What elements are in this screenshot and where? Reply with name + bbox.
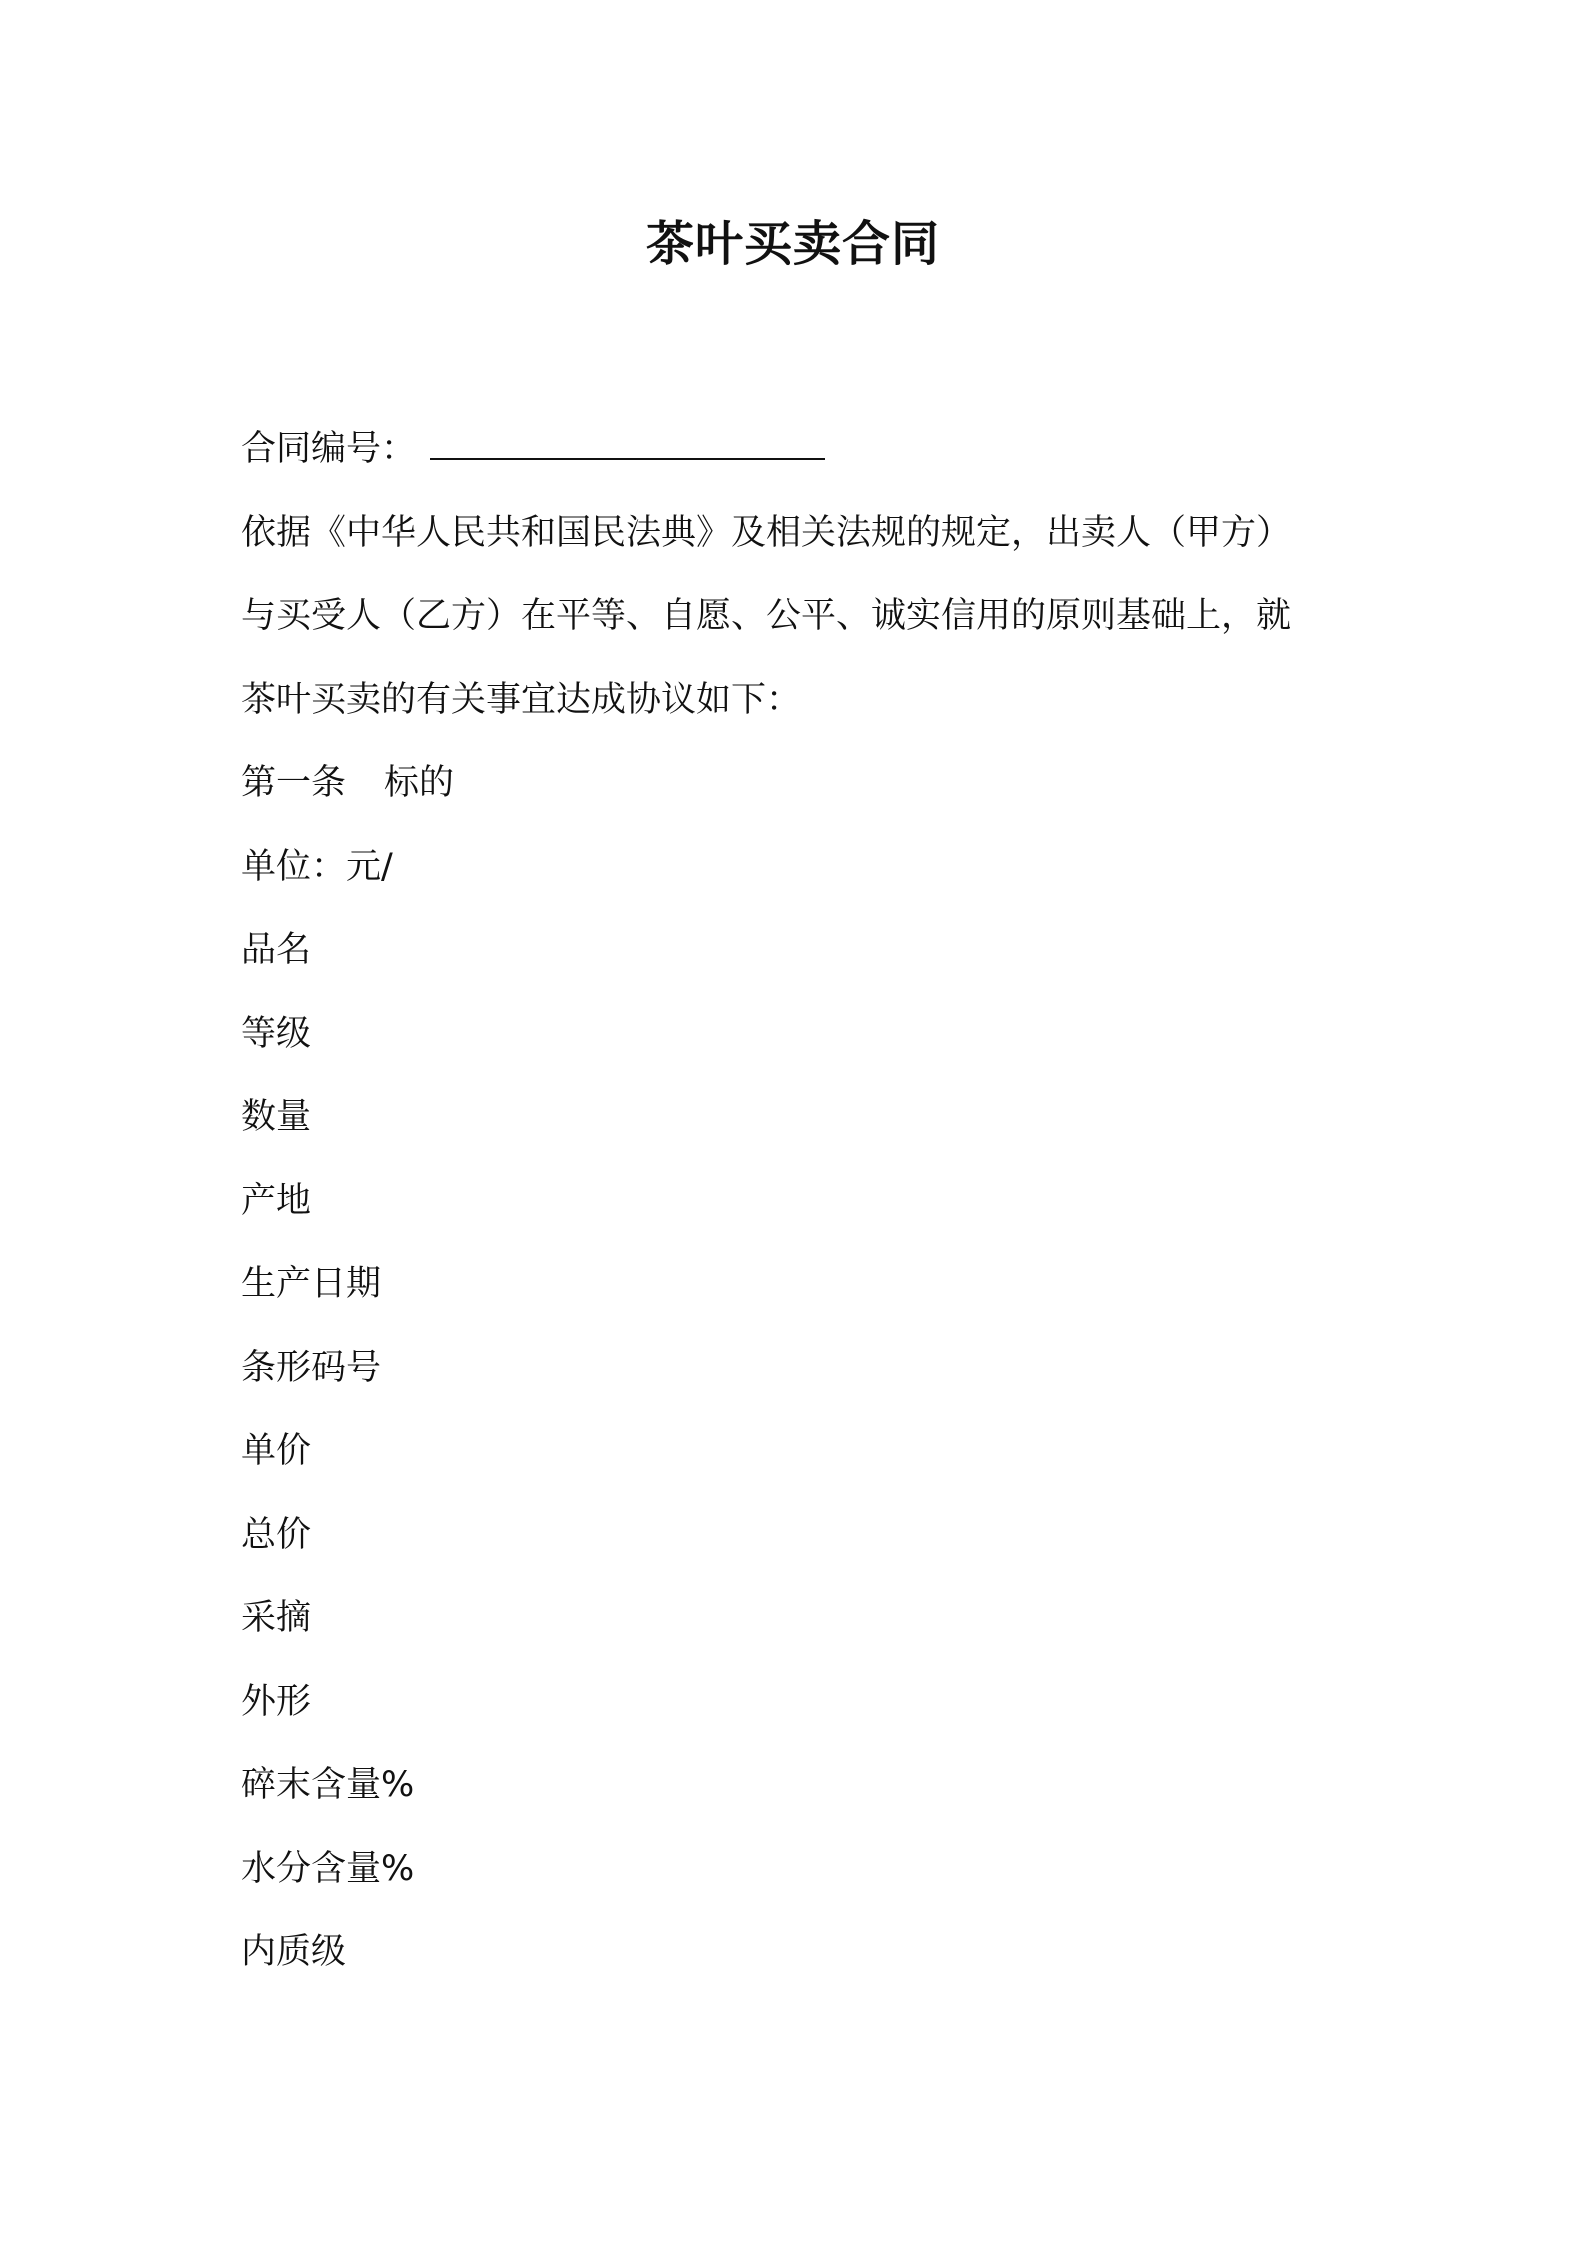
contract-number-label: 合同编号： xyxy=(241,429,417,469)
preamble-line-3: 茶叶买卖的有关事宜达成协议如下： xyxy=(241,679,802,720)
field-origin: 产地 xyxy=(241,1180,312,1221)
document-title: 茶叶买卖合同 xyxy=(645,216,940,272)
field-production-date: 生产日期 xyxy=(241,1264,382,1304)
field-unit: 单位：元/ xyxy=(241,846,393,887)
preamble-line-2: 与买受人（乙方）在平等、自愿、公平、诚实信用的原则基础上，就 xyxy=(241,596,1292,636)
field-quantity: 数量 xyxy=(241,1097,312,1137)
document-body xyxy=(241,408,1361,1995)
contract-number-blank xyxy=(430,430,825,460)
field-grade: 等级 xyxy=(241,1013,312,1054)
field-inner-quality-grade: 内质级 xyxy=(241,1932,347,1972)
article-1-title: 标的 xyxy=(384,763,455,803)
field-barcode: 条形码号 xyxy=(241,1347,382,1388)
article-1-heading xyxy=(241,742,1361,826)
field-unit-price: 单价 xyxy=(241,1431,312,1471)
field-total-price: 总价 xyxy=(241,1514,312,1555)
field-moisture-content: 水分含量% xyxy=(241,1848,415,1889)
field-appearance: 外形 xyxy=(241,1681,312,1722)
contract-number-line xyxy=(241,408,1361,492)
article-1-number: 第一条 xyxy=(241,763,347,803)
field-powder-content: 碎末含量% xyxy=(241,1765,415,1805)
field-product-name: 品名 xyxy=(241,930,312,970)
preamble-line-1: 依据《中华人民共和国民法典》及相关法规的规定，出卖人（甲方） xyxy=(241,512,1292,553)
field-picking: 采摘 xyxy=(241,1598,312,1638)
